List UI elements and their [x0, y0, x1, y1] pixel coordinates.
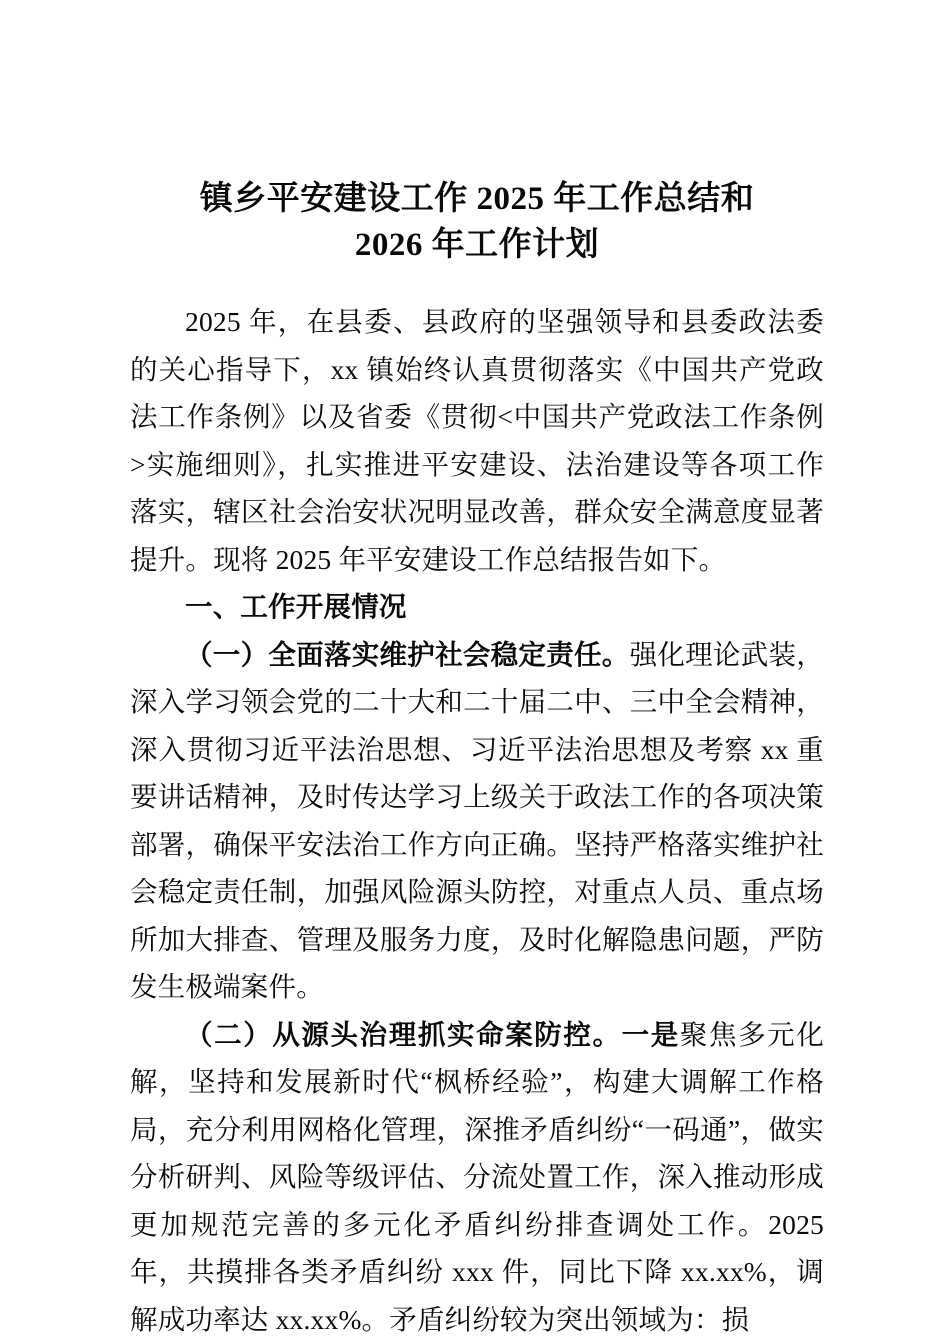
subsection-paragraph-1-2 — [130, 1011, 824, 1344]
subsection-lead-1-1: （一）全面落实维护社会稳定责任。 — [185, 638, 630, 670]
section-heading-1: 一、工作开展情况 — [185, 591, 407, 622]
subsection-text-1-1: 强化理论武装，深入学习领会党的二十大和二十届二中、三中全会精神，深入贯彻习近平法治思想、习近平法治思想及考察 xx 重要讲话精神，及时传达学习上级关于政法工作的各项决策部署，确保平安法治工作方向正确。坚持严格落实维护社会稳定责任制，加强风险源头防控，对重点人员、重点场所加大排查、管理及服务力度，及时化解隐患问题，严防发生极端案件。 — [130, 638, 824, 1002]
subsection-text-1-2: 聚焦多元化解，坚持和发展新时代“枫桥经验”，构建大调解工作格局，充分利用网格化管理，深推矛盾纠纷“一码通”，做实分析研判、风险等级评估、分流处置工作，深入推动形成更加规范完善的多元化矛盾纠纷排查调处工作。2025 年，共摸排各类矛盾纠纷 xxx 件，同比下降 xx.xx%，调解成功率达 xx.xx%。矛盾纠纷较为突出领域为：损 — [130, 1018, 824, 1335]
page-title-line-1: 镇乡平安建设工作 2025 年工作总结和 — [199, 181, 755, 217]
page-title — [130, 0, 824, 268]
document-content — [130, 0, 824, 1343]
intro-paragraph: 2025 年，在县委、县政府的坚强领导和县委政法委的关心指导下，xx 镇始终认真贯彻落实《中国共产党政法工作条例》以及省委《贯彻<中国共产党政法工作条例>实施细则》，扎实推进平安建设、法治建设等各项工作落实，辖区社会治安状况明显改善，群众安全满意度显著提升。现将 2025 年平安建设工作总结报告如下。 — [130, 306, 824, 575]
subsection-lead-1-2: （二）从源头治理抓实命案防控。一是 — [185, 1018, 680, 1050]
subsection-paragraph-1-1 — [130, 631, 824, 1011]
document-body — [130, 298, 824, 1343]
page-title-line-2: 2026 年工作计划 — [354, 227, 600, 263]
